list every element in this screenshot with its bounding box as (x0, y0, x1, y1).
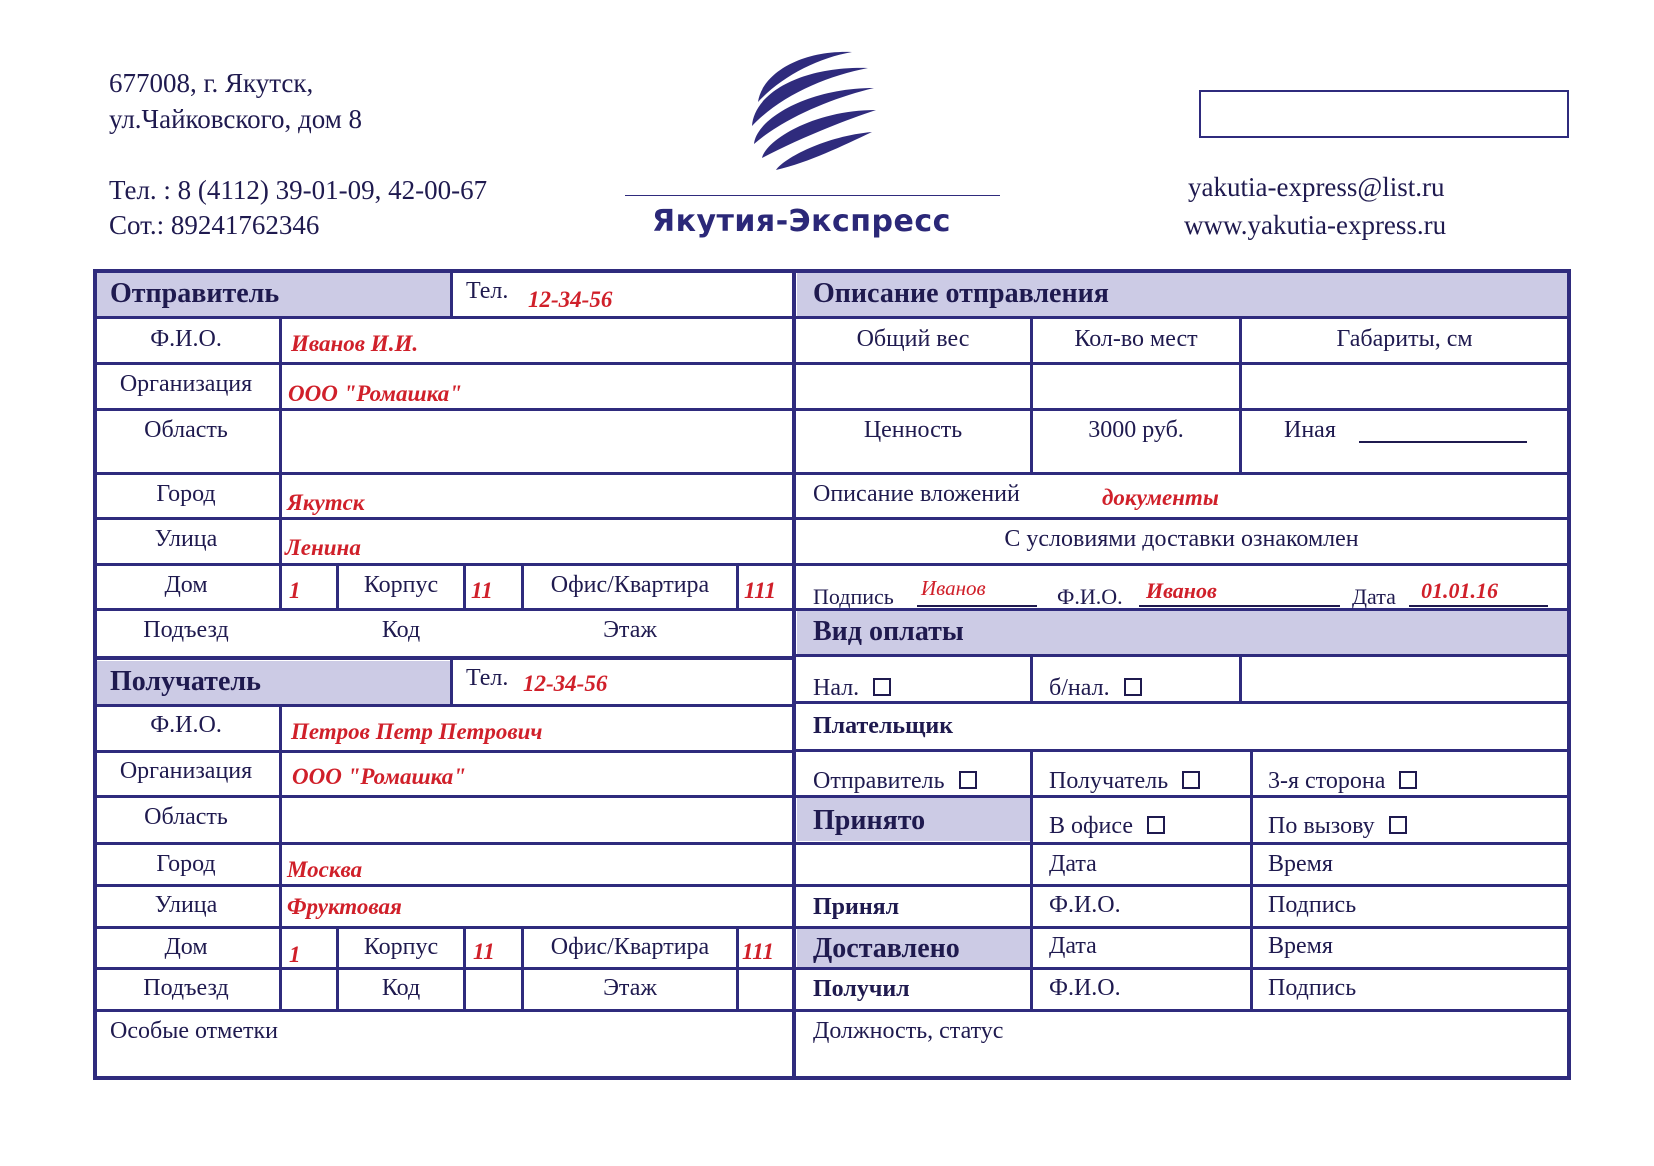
sender-fio-label: Ф.И.О. (150, 326, 222, 352)
agree-fio-label: Ф.И.О. (1057, 584, 1123, 609)
delivered-sign-label: Подпись (1268, 975, 1357, 1001)
sender-entrance-label: Подъезд (143, 617, 229, 643)
sender-building-value[interactable]: 11 (471, 578, 493, 603)
on-call-label: По вызову (1268, 813, 1375, 839)
payment-heading: Вид оплаты (813, 616, 964, 647)
recipient-entrance-label: Подъезд (143, 975, 229, 1001)
noncash-label: б/нал. (1049, 675, 1110, 701)
sender-city-value[interactable]: Якутск (287, 490, 365, 515)
on-call-option[interactable] (1268, 812, 1407, 840)
accepted-fio-label: Ф.И.О. (1049, 892, 1121, 918)
grid-line (463, 926, 466, 1011)
grid-line (93, 795, 795, 798)
payer-sender-checkbox[interactable] (959, 771, 977, 789)
grid-line (795, 701, 1567, 704)
company-email[interactable]: yakutia-express@list.ru (1188, 172, 1445, 202)
grid-line (736, 926, 739, 1011)
places-label: Кол-во мест (1074, 326, 1198, 352)
other-label: Иная (1284, 417, 1336, 443)
on-call-checkbox[interactable] (1389, 816, 1407, 834)
grid-line (795, 517, 1567, 520)
in-office-option[interactable] (1049, 812, 1165, 840)
recipient-building-value[interactable]: 11 (473, 939, 495, 964)
company-logo-name: Якутия-Экспресс (652, 204, 951, 239)
signature-value[interactable]: Иванов (921, 576, 986, 600)
recipient-tel-label: Тел. (466, 665, 509, 691)
barcode-box[interactable] (1199, 90, 1569, 138)
grid-line (450, 269, 453, 318)
sender-street-value[interactable]: Ленина (285, 535, 361, 560)
sender-street-label: Улица (154, 526, 218, 552)
sender-city-label: Город (156, 481, 216, 507)
grid-line (93, 1009, 795, 1012)
recipient-org-value[interactable]: ООО "Ромашка" (292, 764, 466, 789)
contents-label: Описание вложений (813, 481, 1020, 507)
company-logo-icon (740, 44, 880, 179)
grid-line (93, 656, 795, 660)
accepted-by-label: Принял (813, 894, 900, 920)
sender-code-label: Код (381, 617, 421, 643)
grid-line (736, 563, 739, 610)
sender-region-label: Область (144, 417, 228, 443)
recipient-street-value[interactable]: Фруктовая (287, 894, 402, 919)
recipient-org-label: Организация (119, 758, 253, 784)
recipient-tel-value[interactable]: 12-34-56 (523, 671, 608, 696)
accepted-time-label: Время (1268, 851, 1333, 877)
agree-date-value[interactable]: 01.01.16 (1421, 578, 1498, 603)
other-input-line[interactable] (1359, 441, 1527, 443)
grid-line (795, 1009, 1567, 1012)
noncash-checkbox[interactable] (1124, 678, 1142, 696)
sender-fio-value[interactable]: Иванов И.И. (291, 331, 419, 356)
company-address-line1: 677008, г. Якутск, (109, 68, 314, 98)
recipient-house-label: Дом (164, 934, 208, 960)
noncash-option[interactable] (1049, 674, 1142, 702)
signature-line (917, 605, 1037, 607)
grid-line (1030, 749, 1033, 1011)
contents-value[interactable]: документы (1102, 485, 1219, 510)
delivered-fio-label: Ф.И.О. (1049, 975, 1121, 1001)
company-phone: Тел. : 8 (4112) 39-01-09, 42-00-67 (109, 175, 488, 205)
recipient-code-label: Код (381, 975, 421, 1001)
grid-line (93, 472, 795, 475)
grid-line (450, 658, 453, 706)
company-website[interactable]: www.yakutia-express.ru (1184, 210, 1447, 240)
accepted-date-label: Дата (1049, 851, 1097, 877)
sender-heading: Отправитель (110, 278, 280, 309)
weight-label: Общий вес (856, 326, 970, 352)
recipient-office-label: Офис/Квартира (550, 934, 710, 960)
declared-value[interactable]: 3000 руб. (1088, 417, 1184, 443)
shipment-heading: Описание отправления (813, 278, 1109, 309)
recipient-region-label: Область (144, 804, 228, 830)
recipient-house-value[interactable]: 1 (289, 942, 301, 967)
grid-line (795, 316, 1567, 319)
grid-line (1030, 654, 1033, 703)
payer-recipient-option[interactable] (1049, 767, 1200, 795)
grid-line (795, 795, 1567, 798)
grid-line (795, 842, 1567, 845)
recipient-office-value[interactable]: 111 (742, 939, 774, 964)
cash-checkbox[interactable] (873, 678, 891, 696)
sender-house-value[interactable]: 1 (289, 578, 301, 603)
agree-fio-line (1139, 605, 1340, 607)
logo-divider (625, 195, 1000, 196)
in-office-label: В офисе (1049, 813, 1133, 839)
payer-third-checkbox[interactable] (1399, 771, 1417, 789)
recipient-street-label: Улица (154, 892, 218, 918)
grid-line (1239, 654, 1242, 703)
company-address-line2: ул.Чайковского, дом 8 (109, 104, 363, 134)
grid-line (795, 926, 1567, 929)
position-status-label: Должность, статус (813, 1018, 1004, 1044)
in-office-checkbox[interactable] (1147, 816, 1165, 834)
grid-line (795, 884, 1567, 887)
grid-line (795, 749, 1567, 752)
recipient-city-label: Город (156, 851, 216, 877)
recipient-fio-label: Ф.И.О. (150, 712, 222, 738)
grid-line (93, 517, 795, 520)
grid-line (463, 563, 466, 610)
cash-label: Нал. (813, 675, 860, 701)
payer-sender-label: Отправитель (813, 768, 945, 794)
grid-line (795, 362, 1567, 365)
sender-floor-label: Этаж (603, 617, 657, 643)
payer-sender-option[interactable] (813, 767, 977, 795)
recipient-floor-label: Этаж (603, 975, 657, 1001)
sender-office-value[interactable]: 111 (744, 578, 776, 603)
grid-line (93, 967, 795, 970)
cash-option[interactable] (813, 674, 891, 702)
grid-line (795, 408, 1567, 411)
sender-org-label: Организация (119, 371, 253, 397)
recipient-city-value[interactable]: Москва (287, 857, 363, 882)
sender-tel-label: Тел. (466, 278, 509, 304)
grid-line (93, 704, 795, 707)
sender-building-label: Корпус (363, 572, 439, 598)
grid-line (93, 608, 795, 611)
signature-label: Подпись (813, 584, 894, 609)
accepted-heading: Принято (813, 805, 926, 836)
received-by-label: Получил (813, 976, 910, 1002)
agree-date-line (1409, 605, 1548, 607)
recipient-fio-value[interactable]: Петров Петр Петрович (291, 719, 543, 744)
grid-line (93, 316, 795, 319)
delivered-heading: Доставлено (813, 933, 960, 964)
grid-line (795, 608, 1567, 611)
grid-line (93, 926, 795, 929)
payer-label: Плательщик (813, 713, 954, 739)
grid-line (93, 884, 795, 887)
agree-fio-value[interactable]: Иванов (1146, 578, 1217, 603)
grid-line (93, 408, 795, 411)
recipient-building-label: Корпус (363, 934, 439, 960)
agree-date-label: Дата (1352, 584, 1396, 609)
grid-line (795, 967, 1567, 970)
agreement-text: С условиями доставки ознакомлен (1004, 526, 1359, 552)
grid-line (795, 654, 1567, 657)
grid-line (795, 563, 1567, 566)
grid-line (279, 704, 282, 1010)
delivered-time-label: Время (1268, 933, 1333, 959)
grid-line (795, 472, 1567, 475)
dimensions-label: Габариты, см (1336, 326, 1473, 352)
delivered-date-label: Дата (1049, 933, 1097, 959)
special-notes-label: Особые отметки (110, 1018, 278, 1044)
grid-line (93, 750, 795, 753)
grid-line (93, 362, 795, 365)
value-label: Ценность (863, 417, 963, 443)
payer-third-label: 3-я сторона (1268, 768, 1386, 794)
sender-house-label: Дом (164, 572, 208, 598)
company-mobile: Сот.: 89241762346 (109, 210, 320, 240)
payer-recipient-label: Получатель (1049, 768, 1169, 794)
grid-line (93, 563, 795, 566)
accepted-sign-label: Подпись (1268, 892, 1357, 918)
grid-line (1250, 749, 1253, 1011)
recipient-heading: Получатель (110, 666, 261, 697)
sender-org-value[interactable]: ООО "Ромашка" (288, 381, 462, 406)
payer-third-option[interactable] (1268, 767, 1417, 795)
payer-recipient-checkbox[interactable] (1182, 771, 1200, 789)
grid-line (279, 316, 282, 610)
sender-tel-value[interactable]: 12-34-56 (528, 287, 613, 312)
sender-office-label: Офис/Квартира (550, 572, 710, 598)
grid-line (93, 842, 795, 845)
center-divider (792, 269, 796, 1080)
